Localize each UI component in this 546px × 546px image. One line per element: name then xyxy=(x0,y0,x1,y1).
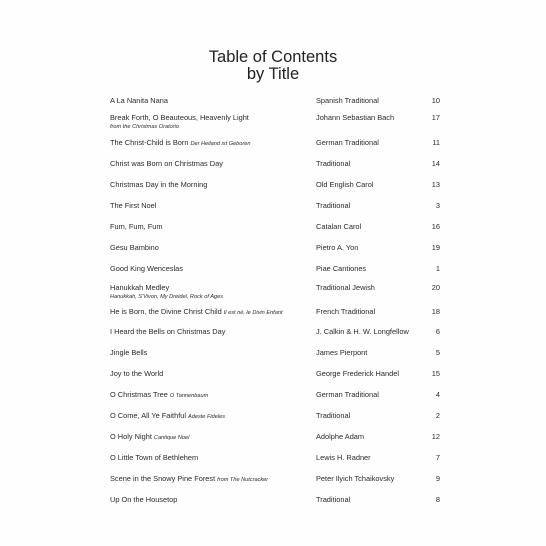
song-title: O Come, All Ye Faithful Adeste Fideles xyxy=(110,411,226,420)
toc-entry xyxy=(0,180,546,200)
toc-entry xyxy=(0,264,546,284)
page-number: 13 xyxy=(431,180,440,189)
page-number: 20 xyxy=(431,283,440,292)
toc-entry xyxy=(0,222,546,242)
song-title: He is Born, the Divine Christ Child Il est né, le Divin Enfant xyxy=(110,307,283,316)
page-number: 1 xyxy=(435,264,440,273)
song-title: Christ was Born on Christmas Day xyxy=(110,159,223,168)
toc-entry xyxy=(0,159,546,179)
song-composer: French Traditional xyxy=(316,307,376,316)
page-number: 3 xyxy=(435,201,440,210)
toc-entry xyxy=(0,243,546,263)
toc-entry xyxy=(0,474,546,494)
song-title: Hanukkah Medley Hanukkah, S'Vivon, My Dreidel, Rock of Ages xyxy=(110,283,223,300)
song-composer: Adolphe Adam xyxy=(316,432,365,441)
song-title: Scene in the Snowy Pine Forest from The Nutcracker xyxy=(110,474,269,483)
song-title: Break Forth, O Beauteous, Heavenly Light from the Christmas Oratorio xyxy=(110,113,249,130)
song-title: Jingle Bells xyxy=(110,348,148,357)
toc-entry xyxy=(0,307,546,327)
page-number: 6 xyxy=(435,327,440,336)
song-composer: Old English Carol xyxy=(316,180,374,189)
page-number: 17 xyxy=(431,113,440,122)
page-number: 4 xyxy=(435,390,440,399)
song-composer: James Pierpont xyxy=(316,348,368,357)
song-composer: German Traditional xyxy=(316,390,379,399)
toc-entry xyxy=(0,495,546,515)
page-title: Table of Contents xyxy=(208,48,338,66)
toc-entry xyxy=(0,369,546,389)
page-number: 9 xyxy=(435,474,440,483)
toc-entry xyxy=(0,453,546,473)
page-number: 16 xyxy=(431,222,440,231)
song-composer: German Traditional xyxy=(316,138,379,147)
toc-entry xyxy=(0,432,546,452)
song-composer: J. Calkin & H. W. Longfellow xyxy=(316,327,409,336)
song-title: Good King Wenceslas xyxy=(110,264,183,273)
song-title: O Christmas Tree O Tannenbaum xyxy=(110,390,209,399)
toc-entry xyxy=(0,113,546,133)
song-title: Gesu Bambino xyxy=(110,243,159,252)
page-subtitle: by Title xyxy=(246,65,300,83)
toc-entry xyxy=(0,411,546,431)
page-number: 8 xyxy=(435,495,440,504)
song-title: Joy to the World xyxy=(110,369,164,378)
song-title: O Holy Night Cantique Noel xyxy=(110,432,190,441)
toc-entry xyxy=(0,390,546,410)
song-title: O Little Town of Bethlehem xyxy=(110,453,199,462)
song-title: Christmas Day in the Morning xyxy=(110,180,208,189)
song-title: The First Noel xyxy=(110,201,157,210)
page-number: 10 xyxy=(431,96,440,105)
page-number: 14 xyxy=(431,159,440,168)
page-number: 2 xyxy=(435,411,440,420)
song-composer: Piae Cantiones xyxy=(316,264,367,273)
song-composer: Johann Sebastian Bach xyxy=(316,113,395,122)
page-number: 5 xyxy=(435,348,440,357)
song-composer: George Frederick Handel xyxy=(316,369,399,378)
toc-entry xyxy=(0,283,546,303)
page-number: 19 xyxy=(431,243,440,252)
song-composer: Traditional Jewish xyxy=(316,283,375,292)
song-composer: Pietro A. Yon xyxy=(316,243,359,252)
song-title: Fum, Fum, Fum xyxy=(110,222,163,231)
song-composer: Spanish Traditional xyxy=(316,96,379,105)
page-number: 11 xyxy=(432,138,440,147)
song-composer: Traditional xyxy=(316,411,351,420)
page-number: 7 xyxy=(435,453,440,462)
toc-entry xyxy=(0,138,546,158)
song-title: A La Nanita Nana xyxy=(110,96,168,105)
song-composer: Traditional xyxy=(316,201,351,210)
song-title: The Christ-Child is Born Der Heiland ist Geboren xyxy=(110,138,251,147)
page-number: 18 xyxy=(431,307,440,316)
song-composer: Lewis H. Radner xyxy=(316,453,371,462)
song-composer: Catalan Carol xyxy=(316,222,362,231)
toc-entry xyxy=(0,327,546,347)
song-title: Up On the Housetop xyxy=(110,495,178,504)
song-composer: Traditional xyxy=(316,495,351,504)
toc-entry xyxy=(0,201,546,221)
song-title: I Heard the Bells on Christmas Day xyxy=(110,327,226,336)
toc-entry xyxy=(0,348,546,368)
page-number: 15 xyxy=(431,369,440,378)
page-number: 12 xyxy=(431,432,440,441)
song-composer: Peter Ilyich Tchaikovsky xyxy=(316,474,395,483)
song-composer: Traditional xyxy=(316,159,351,168)
